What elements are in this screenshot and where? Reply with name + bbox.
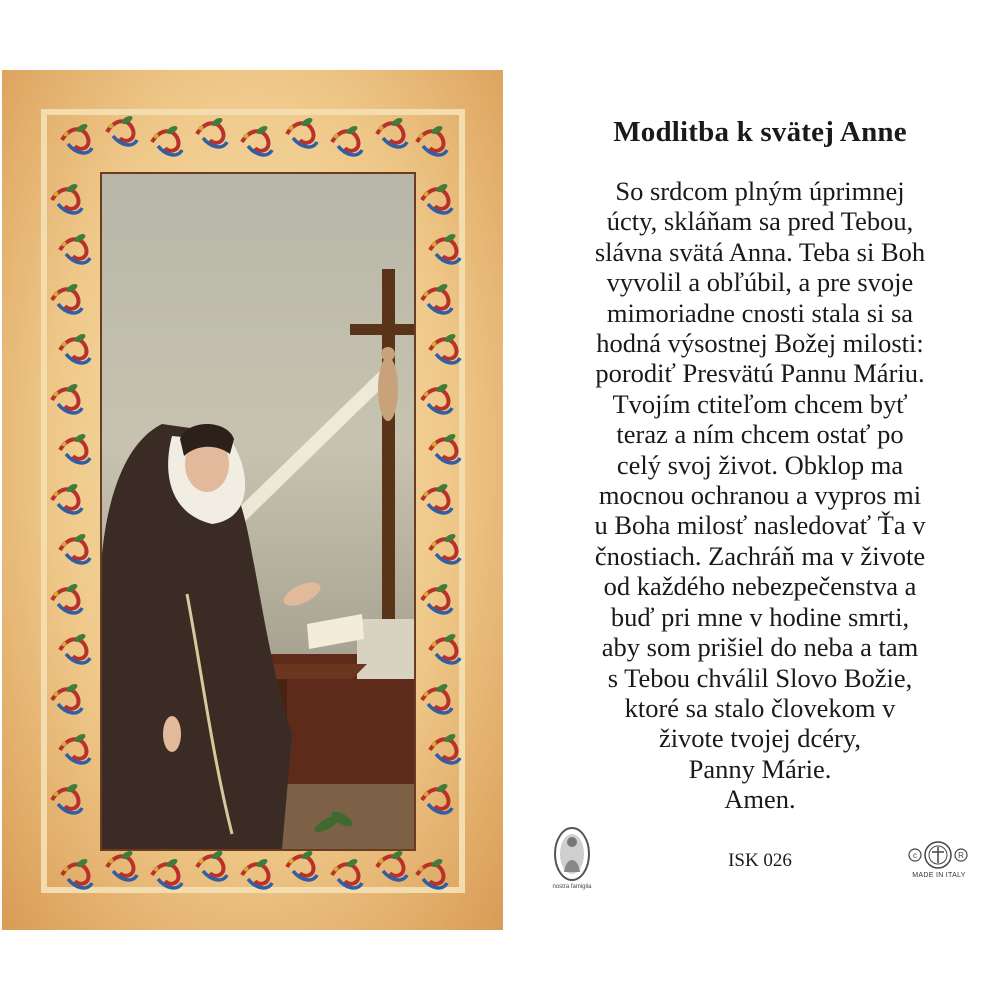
border-bottom	[62, 849, 447, 888]
prayer-line: od každého nebezpečenstva a	[603, 571, 917, 602]
prayer-line: u Boha milosť nasledovať Ťa v	[594, 510, 926, 541]
prayer-line: ktoré sa stalo človekom v	[624, 692, 896, 723]
border-left	[52, 182, 90, 813]
prayer-line: úcty, skláňam sa pred Tebou,	[606, 206, 914, 237]
prayer-line: teraz a ním chcem ostať po	[616, 419, 904, 450]
left-logo-caption: nostra famiglia	[552, 884, 592, 890]
prayer-line: Amen.	[724, 784, 796, 815]
border-top	[62, 114, 447, 155]
border-right	[422, 182, 460, 813]
copyright-seal-icon	[905, 838, 971, 872]
prayer-line: Tvojím ctiteľom chcem byť	[612, 388, 908, 419]
holy-card-image	[2, 70, 503, 930]
prayer-text	[530, 110, 990, 815]
prayer-line: Panny Márie.	[688, 753, 832, 784]
light-ray-icon	[222, 364, 394, 536]
saint-painting	[100, 172, 416, 851]
prayer-line: celý svoj život. Obklop ma	[616, 449, 904, 480]
book-icon	[307, 614, 364, 649]
svg-text:c: c	[913, 851, 917, 860]
prayer-body	[530, 176, 990, 815]
prayer-line: porodiť Presvätú Pannu Máriu.	[595, 358, 925, 389]
madonna-medallion-icon	[548, 822, 596, 888]
prayer-line: aby som prišiel do neba a tam	[601, 632, 919, 663]
right-logo-caption: MADE IN ITALY	[912, 872, 966, 879]
prayer-line: mocnou ochranou a vypros mi	[598, 480, 922, 511]
prayer-title: Modlitba k svätej Anne	[613, 116, 907, 148]
prayer-line: mimoriadne cnosti stala si sa	[606, 297, 914, 328]
prayer-line: živote tvojej dcéry,	[658, 723, 862, 754]
prayer-line: slávna svätá Anna. Teba si Boh	[594, 236, 926, 267]
prayer-line: vyvolil a obľúbil, a pre svoje	[606, 267, 914, 298]
product-code: ISK 026	[728, 850, 792, 871]
prayer-line: buď pri mne v hodine smrti,	[610, 601, 910, 632]
svg-text:R: R	[958, 851, 964, 860]
prayer-line: So srdcom plným úprimnej	[615, 176, 905, 206]
crucifix-icon	[350, 269, 414, 669]
prayer-line: hodná výsostnej Božej milosti:	[596, 328, 924, 359]
prayer-line: s Tebou chválil Slovo Božie,	[607, 662, 913, 693]
prayer-line: čnostiach. Zachráň ma v živote	[594, 540, 926, 571]
